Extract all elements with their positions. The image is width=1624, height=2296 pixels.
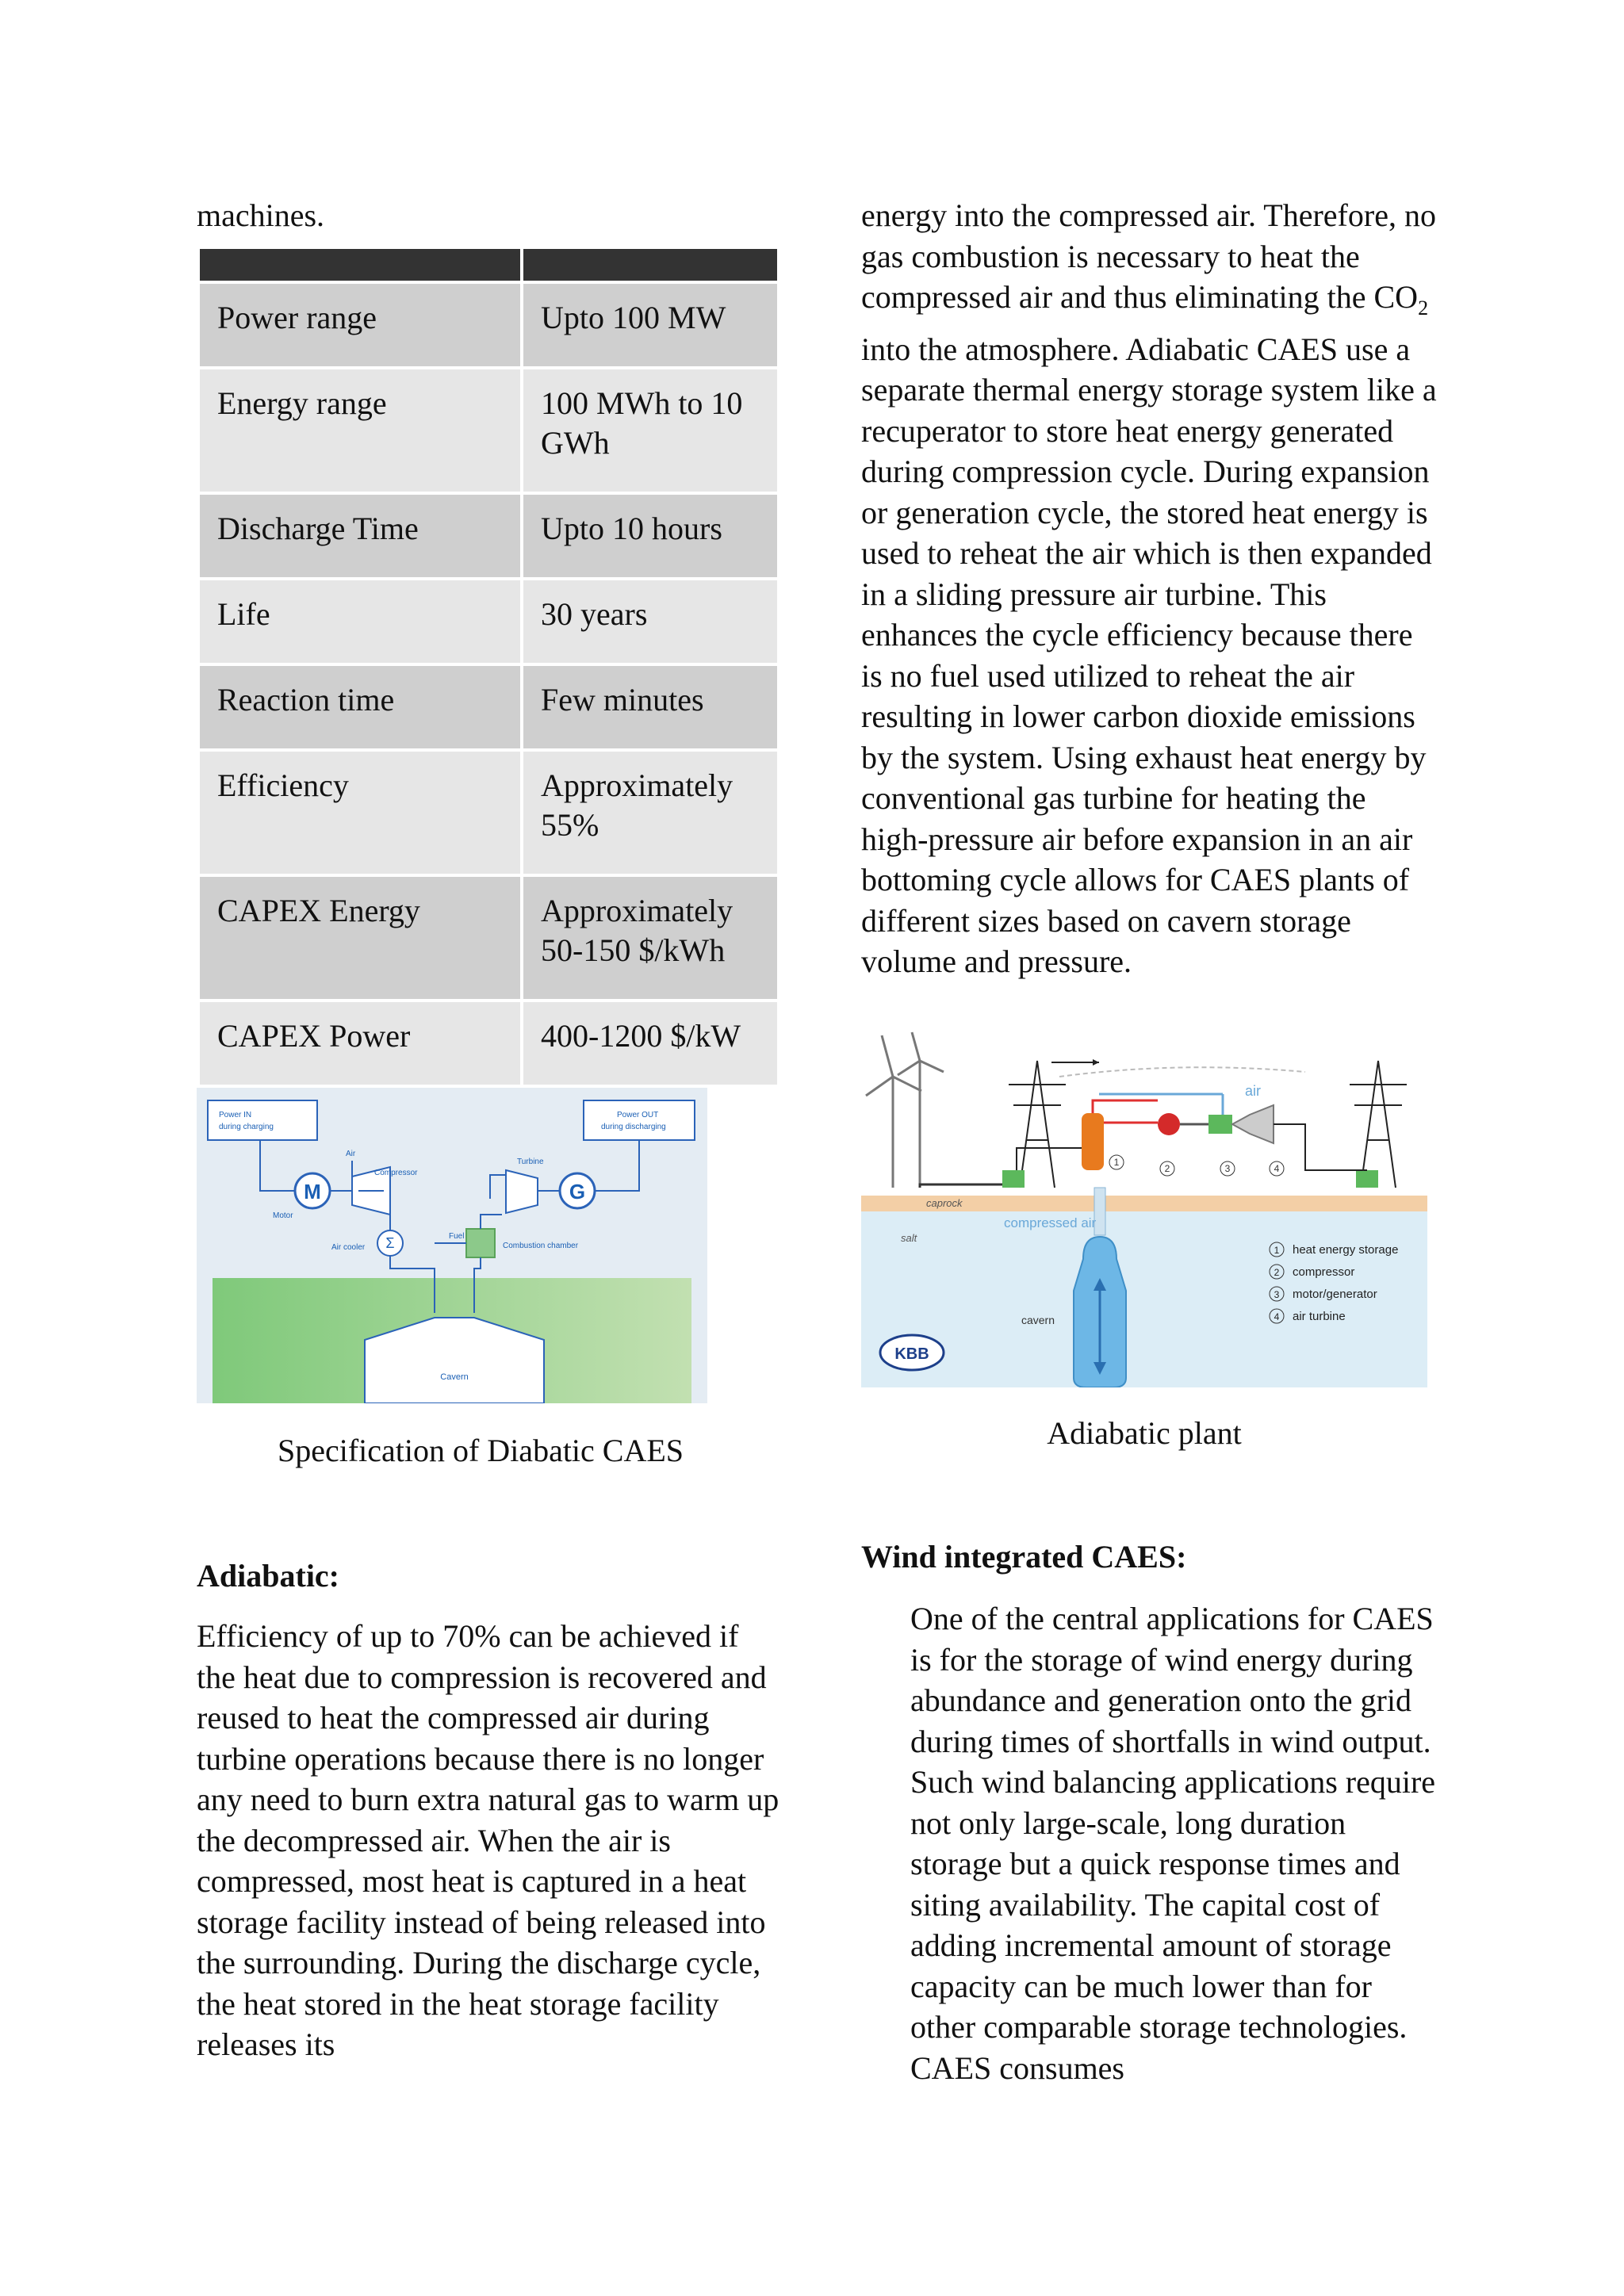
caprock-label: caprock: [926, 1197, 963, 1209]
power-out-label: Power OUT: [617, 1111, 659, 1119]
kbb-logo-text: KBB: [894, 1345, 929, 1363]
fuel-label: Fuel: [449, 1232, 465, 1241]
table-row: [200, 369, 777, 492]
diabatic-caes-diagram: [197, 1088, 707, 1403]
air-flow-label: air: [1245, 1083, 1262, 1099]
svg-text:Σ: Σ: [385, 1235, 395, 1251]
table-header-row: [200, 249, 777, 281]
svg-text:motor/generator: motor/generator: [1293, 1288, 1377, 1301]
cavern-label: Cavern: [440, 1372, 469, 1382]
generator-symbol: G: [569, 1180, 586, 1203]
power-in-label: Power IN: [219, 1111, 252, 1119]
table-cell-value: Upto 100 MW: [523, 284, 777, 366]
table-cell-value: Upto 10 hours: [523, 495, 777, 577]
cavern-label: cavern: [1021, 1314, 1055, 1326]
salt-label: salt: [901, 1232, 917, 1244]
adiabatic-body: Efficiency of up to 70% can be achieved if the heat due to compression is recovered and reused to heat the compressed air during turbine operations because there is no longer any need to burn extra natural gas to warm up the decompressed air. When the air is compressed, most heat is captured in a heat storage facility instead of being released into the surrounding. During the discharge cycle, the heat stored in the heat storage facility releases its: [197, 1618, 779, 2062]
co2-subscript: 2: [1418, 297, 1429, 320]
svg-text:1: 1: [1274, 1245, 1280, 1256]
table-cell-label: Energy range: [200, 369, 520, 492]
svg-text:4: 4: [1274, 1311, 1280, 1322]
svg-text:3: 3: [1224, 1163, 1231, 1174]
table-row: [200, 752, 777, 874]
table-cell-value: Approximately 55%: [523, 752, 777, 874]
switchgear-left: [1002, 1170, 1025, 1188]
table-cell-label: CAPEX Power: [200, 1002, 520, 1085]
adiabatic-plant-diagram: [861, 1029, 1427, 1387]
table-cell-value: Few minutes: [523, 666, 777, 748]
table-cell-value: 100 MWh to 10 GWh: [523, 369, 777, 492]
motor-generator-shape: [1208, 1115, 1232, 1134]
heat-energy-storage-shape: [1082, 1113, 1104, 1170]
svg-text:3: 3: [1274, 1289, 1280, 1300]
table-cell-label: Discharge Time: [200, 495, 520, 577]
table-row: [200, 495, 777, 577]
svg-text:4: 4: [1274, 1163, 1280, 1174]
table-cell-label: Efficiency: [200, 752, 520, 874]
svg-text:heat energy storage: heat energy storage: [1293, 1243, 1399, 1257]
adiabatic-plant-caption: Adiabatic plant: [1047, 1415, 1242, 1451]
cavern-shape: [365, 1318, 544, 1403]
wind-caes-body: One of the central applications for CAES is for the storage of wind energy during abundance and generation onto the grid during times of shortfalls in wind output. Such wind balancing applications require not only large-scale, long duration storage but a quick response times and siting availability. The capital cost of adding incremental amount of storage capacity can be much lower than for other comparable storage technologies. CAES consumes: [910, 1601, 1436, 2086]
table-cell-label: Power range: [200, 284, 520, 366]
compressor-label: Compressor: [374, 1169, 418, 1177]
table-cell-value: Approximately 50-150 $/kWh: [523, 877, 777, 999]
table-row: [200, 284, 777, 366]
compressed-air-label: compressed air: [1004, 1215, 1097, 1230]
power-in-box: [208, 1100, 317, 1140]
table-cell-value: 30 years: [523, 580, 777, 663]
svg-text:2: 2: [1274, 1267, 1280, 1278]
table-cell-label: Reaction time: [200, 666, 520, 748]
table-row: [200, 1002, 777, 1085]
svg-text:1: 1: [1113, 1157, 1120, 1168]
motor-symbol: M: [304, 1180, 321, 1203]
table-row: [200, 666, 777, 748]
svg-text:2: 2: [1164, 1163, 1170, 1174]
diabatic-caption: Specification of Diabatic CAES: [277, 1433, 684, 1468]
adiabatic-heading: Adiabatic:: [197, 1558, 339, 1594]
power-out-box: [584, 1100, 695, 1140]
right-top-paragraph: energy into the compressed air. Therefore, no gas combustion is necessary to heat the compressed air and thus eliminating the $CO_2$ into the atmosphere. Adiabatic CAES use a separate thermal energy storage system like a recuperator to store heat energy generated during compression cycle. During expansion or generation cycle, the stored heat energy is used to reheat the air which is then expanded in a sliding pressure air turbine. This enhances the cycle efficiency because there is no fuel used utilized to reheat the air resulting in lower carbon dioxide emissions by the system. Using exhaust heat energy by conventional gas turbine for heating the high-pressure air before expansion in an air bottoming cycle allows for CAES plants of different sizes based on cavern storage volume and pressure.: [861, 197, 1437, 979]
table-row: [200, 580, 777, 663]
table-cell-label: Life: [200, 580, 520, 663]
switchgear-right: [1356, 1170, 1378, 1188]
air-label: Air: [346, 1150, 356, 1158]
table-row: [200, 877, 777, 999]
during-discharging-label: during discharging: [601, 1123, 666, 1131]
air-cooler-label: Air cooler: [331, 1243, 366, 1252]
motor-label: Motor: [273, 1211, 293, 1220]
compressor-shape: [1158, 1113, 1180, 1135]
turbine-label: Turbine: [517, 1158, 544, 1166]
diabatic-spec-table: [197, 246, 780, 1088]
during-charging-label: during charging: [219, 1123, 274, 1131]
wind-caes-heading: Wind integrated CAES:: [861, 1539, 1187, 1575]
combustion-chamber: [466, 1229, 495, 1257]
left-top-text: machines.: [197, 197, 325, 233]
table-cell-value: 400-1200 $/kW: [523, 1002, 777, 1085]
svg-text:compressor: compressor: [1293, 1265, 1355, 1279]
svg-text:air turbine: air turbine: [1293, 1310, 1346, 1323]
table-cell-label: CAPEX Energy: [200, 877, 520, 999]
turbine-shape: [506, 1170, 538, 1213]
combustion-chamber-label: Combustion chamber: [503, 1242, 579, 1250]
